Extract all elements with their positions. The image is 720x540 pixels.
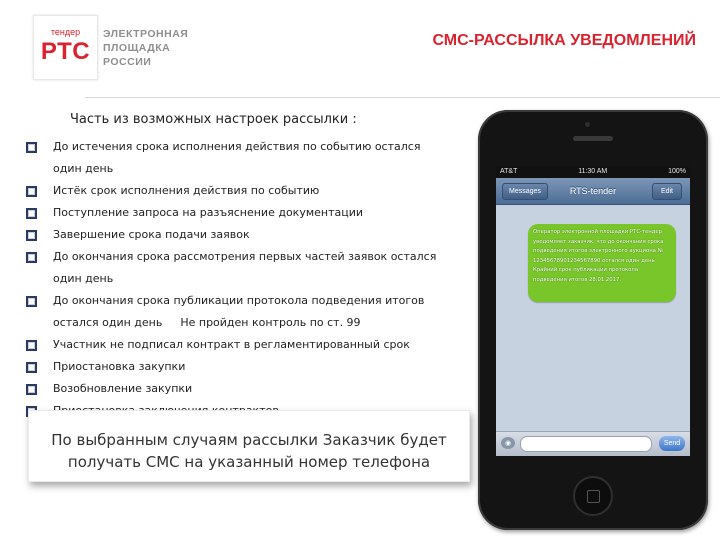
sms-message-bubble: Оператор электронной площадки РТС-тендер уведомляет заказчик, что до окончания срока подведения итогов электронного аукциона № 12345678901234567890 остался один день Крайний срок публикации протокола подведения итогов 28.01.2017. [528,224,676,302]
checkbox-bullet-icon [26,230,37,241]
carrier-label: AT&T [500,168,518,175]
speaker-grille [573,136,613,141]
settings-list [26,136,466,422]
checkbox-bullet-icon [26,208,37,219]
list-item-text: До окончания срока публикации протокола подведения итогов [53,294,425,307]
company-logo [33,15,98,80]
message-input[interactable] [520,436,652,452]
checkbox-bullet-icon [26,252,37,263]
phone-mockup [478,110,708,530]
list-item [26,202,466,224]
status-bar [496,166,690,178]
list-item [26,180,466,202]
list-item-text: остался один день [53,316,163,329]
logo-caption-line: РОССИИ [103,56,152,68]
message-input-bar [496,431,690,456]
send-button[interactable]: Send [659,436,685,451]
front-camera-icon [585,122,590,127]
list-item-text: Возобновление закупки [53,382,193,395]
list-item-text: Приостановка закупки [53,360,186,373]
list-item-text: До истечения срока исполнения действия по событию остался [53,140,421,153]
camera-icon[interactable]: ◉ [501,437,515,449]
summary-note-box [28,410,470,482]
phone-screen [496,166,690,456]
logo-caption-line: ЭЛЕКТРОННАЯ [103,28,189,40]
list-item-text: один день [53,272,114,285]
logo-caption [103,27,188,69]
checkbox-bullet-icon [26,340,37,351]
checkbox-bullet-icon [26,142,37,153]
logo-tagline: тендер [50,27,81,37]
battery-label: 100% [668,168,686,175]
list-item-text: До окончания срока рассмотрения первых частей заявок остался [53,250,437,263]
section-subtitle: Часть из возможных настроек рассылки : [70,112,357,127]
list-item-inline-text: Не пройден контроль по ст. 99 [180,316,361,329]
list-item-text: Завершение срока подачи заявок [53,228,250,241]
checkbox-bullet-icon [26,296,37,307]
list-item [26,136,466,180]
checkbox-bullet-icon [26,362,37,373]
sms-nav-bar [496,178,690,205]
list-item [26,378,466,400]
logo-caption-line: ПЛОЩАДКА [103,42,171,54]
list-item [26,356,466,378]
list-item [26,290,466,334]
home-button[interactable] [573,476,613,516]
summary-note-text: По выбранным случаям рассылки Заказчик будет получать СМС на указанный номер телефона [51,431,447,471]
list-item-text: Участник не подписал контракт в регламентированный срок [53,338,410,351]
logo-wordmark: РТС [40,38,91,65]
checkbox-bullet-icon [26,384,37,395]
checkbox-bullet-icon [26,186,37,197]
title-divider [85,97,720,98]
list-item [26,246,466,290]
clock-label: 11:30 AM [578,168,608,175]
messages-back-button[interactable]: Messages [502,183,548,200]
sms-sender-title: RTS-tender [569,186,617,196]
list-item [26,334,466,356]
edit-button[interactable]: Edit [652,183,682,200]
list-item-text: один день [53,162,114,175]
list-item [26,224,466,246]
list-item-text: Истёк срок исполнения действия по событию [53,184,320,197]
list-item-text: Поступление запроса на разъяснение документации [53,206,364,219]
page-title: СМС-РАССЫЛКА УВЕДОМЛЕНИЙ [432,32,696,49]
